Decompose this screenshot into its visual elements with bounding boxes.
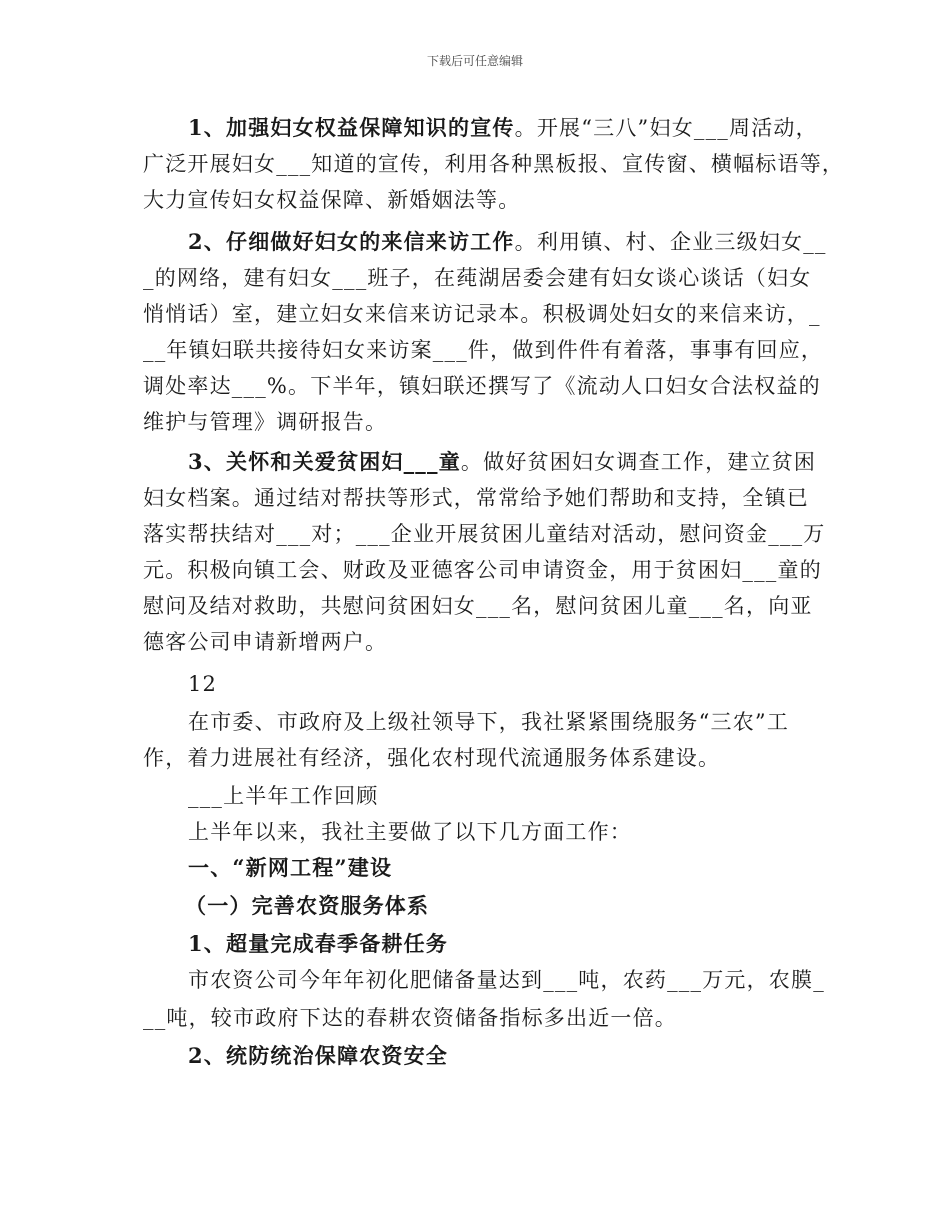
section-2-line-5: 调处率达___%。下半年，镇妇联还撰写了《流动人口妇女合法权益的 — [143, 374, 821, 398]
item-2-title: 2、统防统治保障农资安全 — [188, 1043, 449, 1068]
section-2-line-2: _的网络，建有妇女___班子，在莼湖居委会建有妇女谈心谈话（妇女 — [143, 266, 812, 290]
item-1-title: 1、超量完成春季备耕任务 — [188, 931, 449, 956]
section-3-line-3: 落实帮扶结对___对；___企业开展贫困儿童结对活动，慰问资金___万 — [143, 522, 826, 546]
section-3-line-1-text: 。做好贫困妇女调查工作，建立贫困 — [460, 450, 817, 474]
heading-1-1: （一）完善农资服务体系 — [185, 893, 430, 918]
section-1-line-1 — [188, 114, 818, 142]
page-header: 下载后可任意编辑 — [426, 54, 523, 68]
item-1-line-1: 市农资公司今年年初化肥储备量达到___吨，农药___万元，农膜_ — [188, 968, 825, 992]
section-2-line-1-text: 。利用镇、村、企业三级妇女__ — [514, 230, 827, 254]
section-2-line-3: 悄悄话）室，建立妇女来信来访记录本。积极调处妇女的来信来访，_ — [143, 302, 821, 326]
section-3-line-4: 元。积极向镇工会、财政及亚德客公司申请资金，用于贫困妇___童的 — [143, 558, 822, 582]
section-3-line-6: 德客公司申请新增两户。 — [143, 630, 388, 654]
section-1-line-1-text: 。开展“三八”妇女___周活动， — [514, 116, 818, 140]
section-3-title: 3、关怀和关爱贫困妇___童 — [188, 449, 461, 474]
review-intro: 上半年以来，我社主要做了以下几方面工作： — [188, 820, 632, 844]
item-1-line-2: __吨，较市政府下达的春耕农资储备指标多出近一倍。 — [143, 1006, 677, 1030]
section-3-line-1 — [188, 448, 816, 476]
heading-1: 一、“新网工程”建设 — [188, 855, 393, 880]
section-2-line-4: __年镇妇联共接待妇女来访案___件，做到件件有着落，事事有回应， — [143, 338, 824, 362]
section-1-title: 1、加强妇女权益保障知识的宣传 — [188, 115, 515, 140]
review-title: ___上半年工作回顾 — [188, 784, 379, 808]
section-number: 12 — [188, 672, 218, 696]
intro-line-1: 在市委、市政府及上级社领导下，我社紧紧围绕服务“三农”工 — [188, 710, 790, 734]
section-3-line-2: 妇女档案。通过结对帮扶等形式，常常给予她们帮助和支持，全镇已 — [143, 486, 809, 510]
section-2-line-1 — [188, 228, 827, 256]
intro-line-2: 作，着力进展社有经济，强化农村现代流通服务体系建设。 — [143, 746, 721, 770]
section-2-title: 2、仔细做好妇女的来信来访工作 — [188, 229, 515, 254]
section-2-line-6: 维护与管理》调研报告。 — [143, 410, 388, 434]
section-3-line-5: 慰问及结对救助，共慰问贫困妇女___名，慰问贫困儿童___名，向亚 — [143, 594, 813, 618]
section-1-line-2: 广泛开展妇女___知道的宣传，利用各种黑板报、宣传窗、横幅标语等， — [143, 152, 845, 176]
section-1-line-3: 大力宣传妇女权益保障、新婚姻法等。 — [143, 188, 521, 212]
